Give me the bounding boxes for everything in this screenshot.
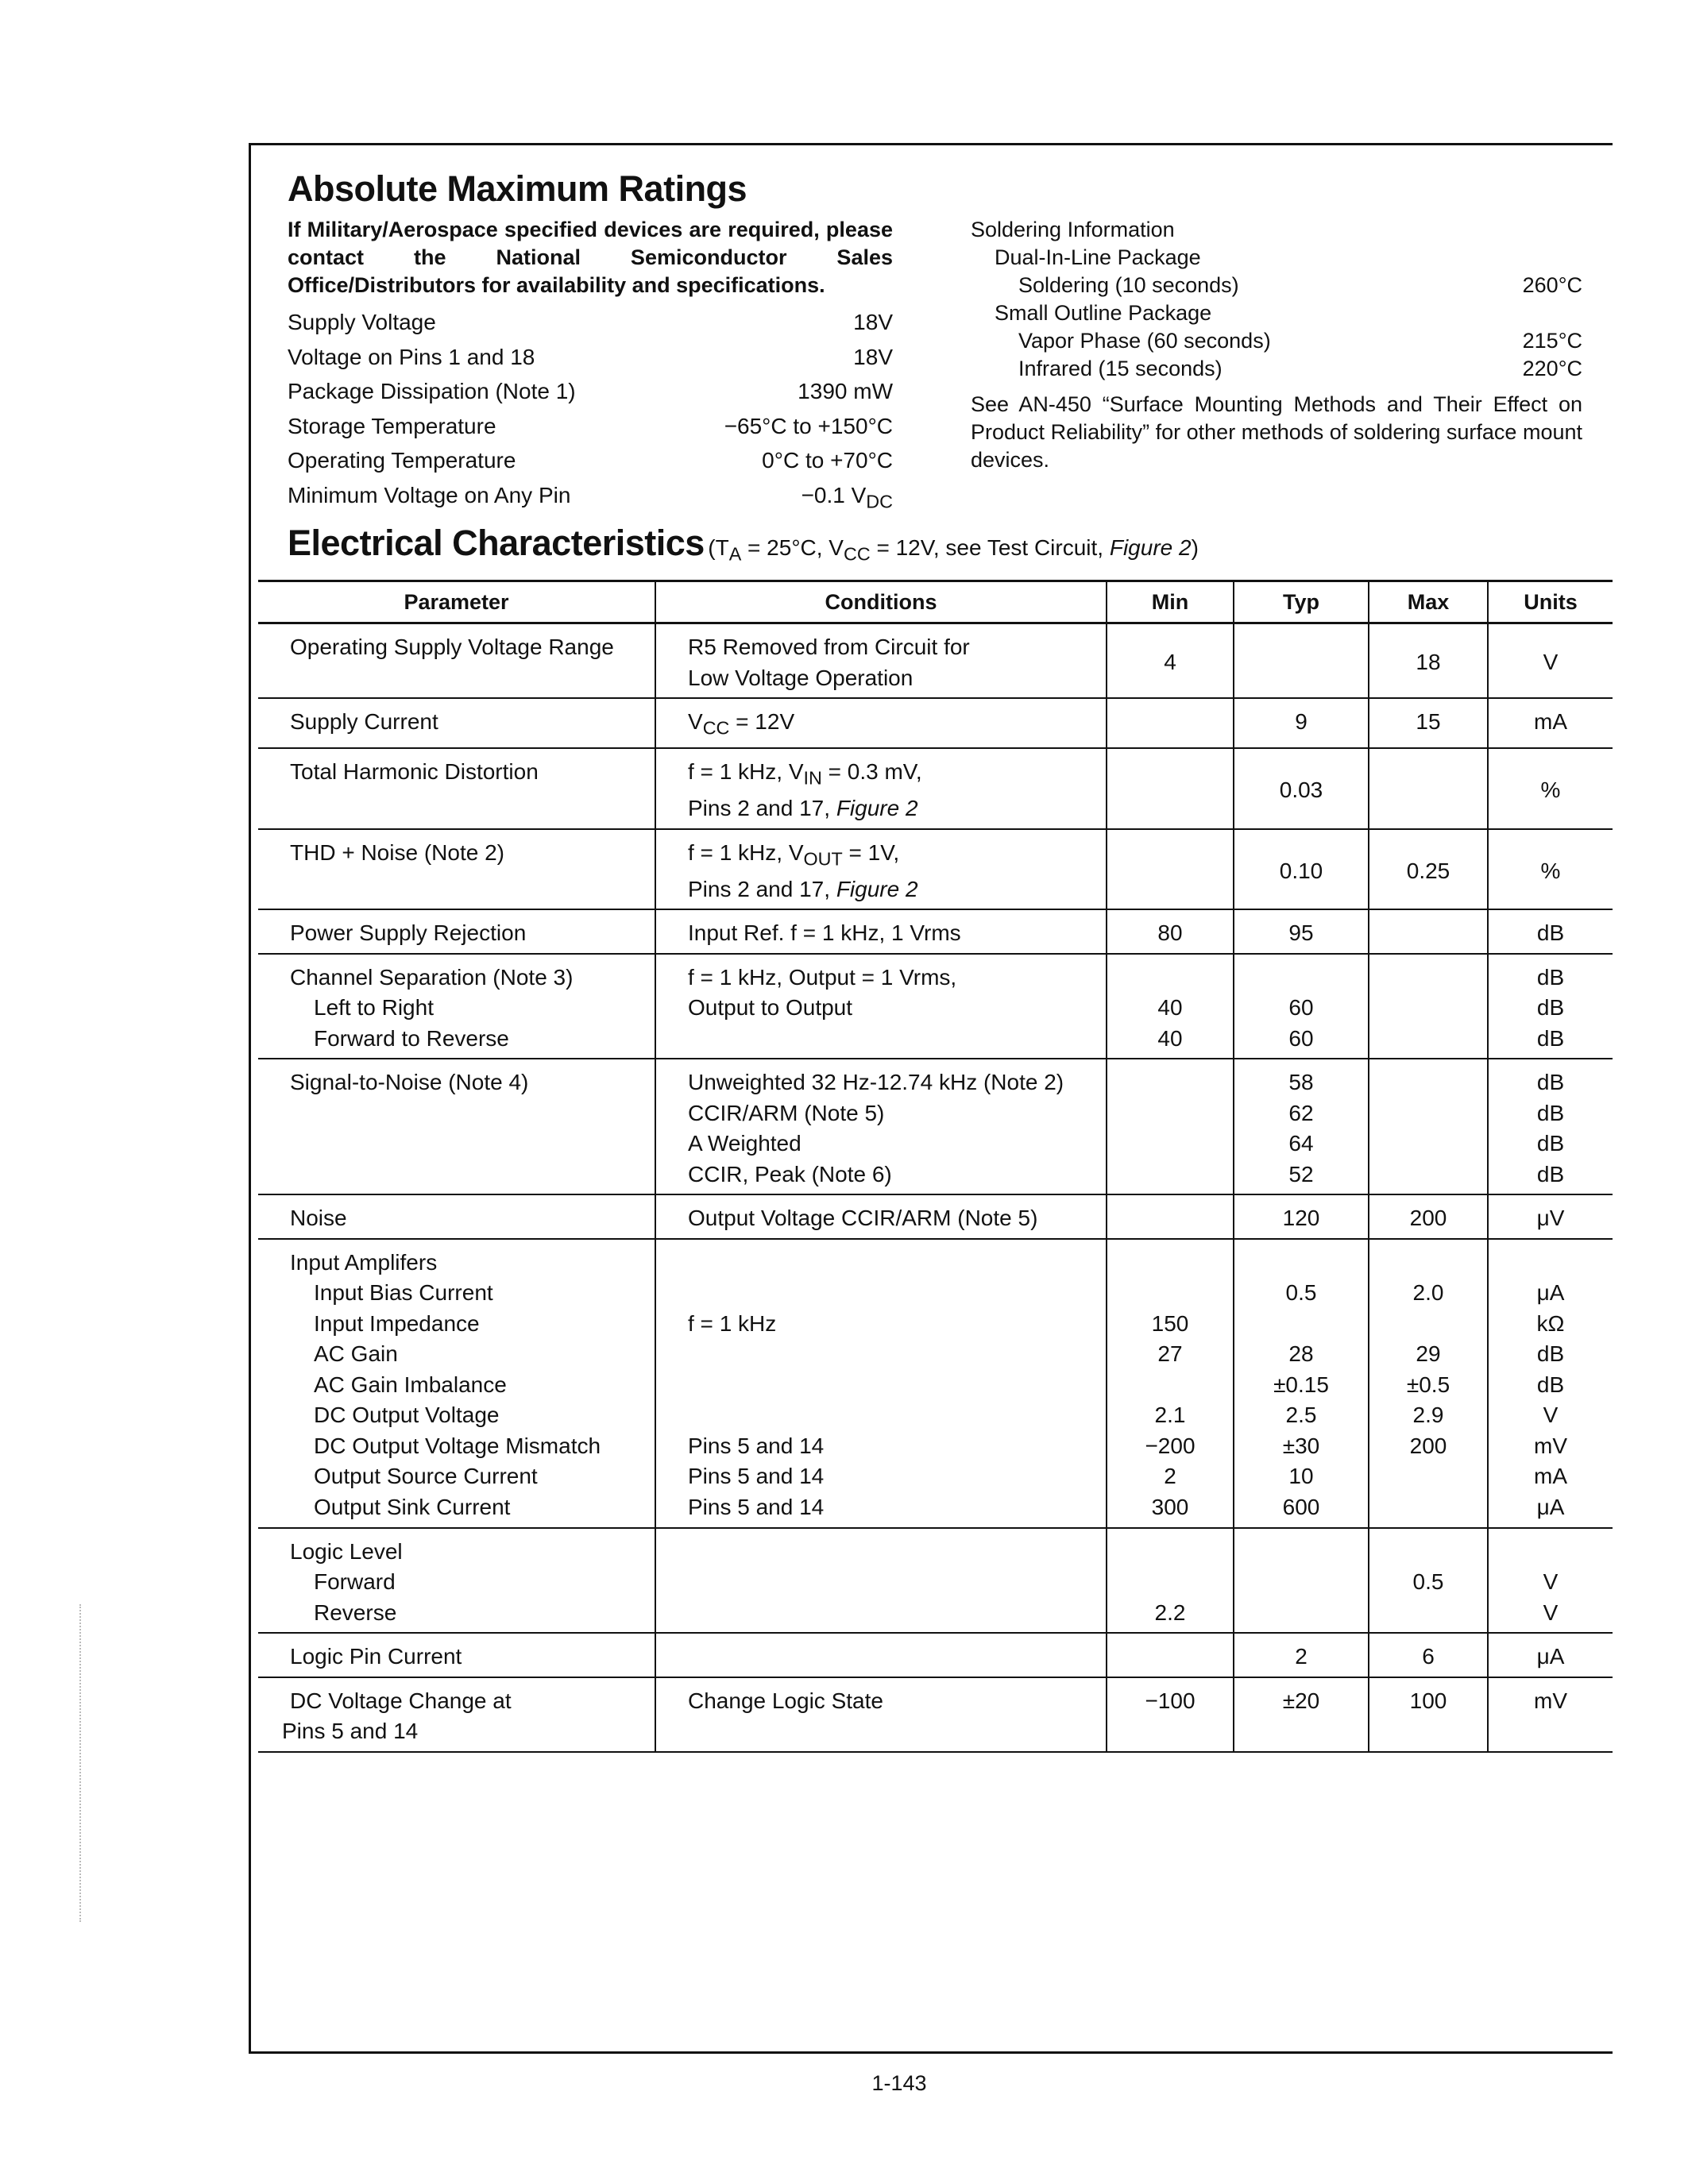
page-frame-top-rule <box>249 143 1613 145</box>
table-row <box>258 1677 1613 1752</box>
cond-cell: f = 1 kHz, $V_{OUT} = 1V$, Pins 2 and 17, Figure 2 <box>655 829 1107 910</box>
param-cell: Supply Current <box>258 698 655 748</box>
rating-value: −0.1 $V_{DC}$ <box>801 482 893 512</box>
param-cell: Total Harmonic Distortion <box>258 748 655 829</box>
min-cell: −100 <box>1107 1677 1234 1752</box>
so-package-label: Small Outline Package <box>995 301 1212 325</box>
table-row <box>258 623 1613 699</box>
max-cell: 0.25 <box>1369 829 1488 910</box>
table-row <box>258 829 1613 910</box>
table-row <box>258 1633 1613 1677</box>
min-cell <box>1107 698 1234 748</box>
min-cell: 150 27 2.1 −200 2 300 <box>1107 1239 1234 1528</box>
param-cell: Input Amplifers Input Bias Current Input Impedance AC Gain AC Gain Imbalance DC Output Voltage DC Output Voltage Mismatch Output Source Current Output Sink Current <box>258 1239 655 1528</box>
table-row <box>258 698 1613 748</box>
cond-cell: Output Voltage CCIR/ARM (Note 5) <box>655 1194 1107 1239</box>
soldering-heading: Soldering Information <box>971 218 1175 241</box>
rating-label: Package Dissipation (Note 1) <box>288 379 576 403</box>
rating-value: 18V <box>853 310 893 334</box>
col-header-typ: Typ <box>1234 581 1369 623</box>
max-cell: 2.0 29 ±0.5 2.9 200 <box>1369 1239 1488 1528</box>
max-cell <box>1369 748 1488 829</box>
max-cell: 200 <box>1369 1194 1488 1239</box>
table-row <box>258 1194 1613 1239</box>
col-header-min: Min <box>1107 581 1234 623</box>
solder-row: Infrared (15 seconds) 220°C <box>1018 357 1582 380</box>
col-header-parameter: Parameter <box>258 581 655 623</box>
max-cell: 6 <box>1369 1633 1488 1677</box>
typ-cell: 2 <box>1234 1633 1369 1677</box>
rating-row <box>288 478 893 519</box>
param-cell: Operating Supply Voltage Range <box>258 623 655 699</box>
min-cell <box>1107 748 1234 829</box>
cond-cell <box>655 1633 1107 1677</box>
cond-cell: R5 Removed from Circuit for Low Voltage Operation <box>655 623 1107 699</box>
rating-row <box>288 374 893 409</box>
cond-cell: Input Ref. f = 1 kHz, 1 Vrms <box>655 909 1107 954</box>
table-row <box>258 748 1613 829</box>
ec-test-conditions: ($T_A = 25^\circ C$, $V_{CC} = 12V$, see Test Circuit, Figure 2) <box>708 535 1199 565</box>
param-cell: THD + Noise (Note 2) <box>258 829 655 910</box>
cond-cell: f = 1 kHz, $V_{IN} = 0.3$ mV, Pins 2 and 17, Figure 2 <box>655 748 1107 829</box>
units-cell: V <box>1488 623 1613 699</box>
min-cell: 40 40 <box>1107 954 1234 1059</box>
min-cell <box>1107 829 1234 910</box>
min-cell: 80 <box>1107 909 1234 954</box>
min-cell <box>1107 1194 1234 1239</box>
cond-cell: f = 1 kHz, Output = 1 Vrms, Output to Output <box>655 954 1107 1059</box>
rating-row <box>288 305 893 340</box>
rating-label: Supply Voltage <box>288 310 436 334</box>
cond-cell <box>655 1528 1107 1634</box>
units-cell: % <box>1488 829 1613 910</box>
units-cell: V V <box>1488 1528 1613 1634</box>
solder-row: Soldering (10 seconds) 260°C <box>1018 273 1582 297</box>
param-cell: Power Supply Rejection <box>258 909 655 954</box>
units-cell: dB <box>1488 909 1613 954</box>
param-cell: Signal-to-Noise (Note 4) <box>258 1059 655 1194</box>
max-cell: 0.5 <box>1369 1528 1488 1634</box>
units-cell: μA <box>1488 1633 1613 1677</box>
max-cell: 18 <box>1369 623 1488 699</box>
col-header-max: Max <box>1369 581 1488 623</box>
typ-cell: ±20 <box>1234 1677 1369 1752</box>
typ-cell: 95 <box>1234 909 1369 954</box>
rating-row <box>288 409 893 444</box>
ec-title: Electrical Characteristics ($T_A = 25^\circ C$, $V_{CC} = 12V$, see Test Circuit, Figure 2) <box>288 523 1199 565</box>
max-cell <box>1369 1059 1488 1194</box>
units-cell: mA <box>1488 698 1613 748</box>
typ-cell: 0.10 <box>1234 829 1369 910</box>
max-cell <box>1369 954 1488 1059</box>
table-row <box>258 954 1613 1059</box>
typ-cell: 58 62 64 52 <box>1234 1059 1369 1194</box>
max-cell: 15 <box>1369 698 1488 748</box>
soldering-information <box>971 216 1582 474</box>
units-cell: μA kΩ dB dB V mV mA μA <box>1488 1239 1613 1528</box>
min-cell <box>1107 1633 1234 1677</box>
table-header-row <box>258 581 1613 623</box>
ratings-list <box>288 305 893 519</box>
rating-label: Storage Temperature <box>288 413 496 438</box>
electrical-characteristics-table <box>258 580 1613 1753</box>
col-header-conditions: Conditions <box>655 581 1107 623</box>
table-row <box>258 1528 1613 1634</box>
rating-value: 0°C to +70°C <box>762 448 893 473</box>
typ-cell <box>1234 623 1369 699</box>
min-cell: 2.2 <box>1107 1528 1234 1634</box>
max-cell <box>1369 909 1488 954</box>
page-frame-left-rule <box>249 143 251 2053</box>
typ-cell: 120 <box>1234 1194 1369 1239</box>
typ-cell <box>1234 1528 1369 1634</box>
table-row <box>258 1239 1613 1528</box>
min-cell: 4 <box>1107 623 1234 699</box>
col-header-units: Units <box>1488 581 1613 623</box>
table-row <box>258 1059 1613 1194</box>
typ-cell: 60 60 <box>1234 954 1369 1059</box>
dip-package-label: Dual-In-Line Package <box>995 245 1201 269</box>
typ-cell: 0.5 28 ±0.15 2.5 ±30 10 600 <box>1234 1239 1369 1528</box>
cond-cell: Change Logic State <box>655 1677 1107 1752</box>
page-number: 1-143 <box>871 2071 927 2095</box>
rating-label: Minimum Voltage on Any Pin <box>288 482 571 507</box>
cond-cell: f = 1 kHz Pins 5 and 14 Pins 5 and 14 Pins 5 and 14 <box>655 1239 1107 1528</box>
solder-row: Vapor Phase (60 seconds) 215°C <box>1018 329 1582 353</box>
units-cell: mV <box>1488 1677 1613 1752</box>
rating-row <box>288 340 893 375</box>
scan-specks <box>79 1604 83 1922</box>
units-cell: dB dB dB dB <box>1488 1059 1613 1194</box>
rating-value: −65°C to +150°C <box>724 413 893 438</box>
units-cell: dB dB dB <box>1488 954 1613 1059</box>
units-cell: % <box>1488 748 1613 829</box>
param-cell: Logic Pin Current <box>258 1633 655 1677</box>
rating-row <box>288 443 893 478</box>
param-cell: Noise <box>258 1194 655 1239</box>
min-cell <box>1107 1059 1234 1194</box>
page-frame-bottom-rule <box>249 2051 1613 2054</box>
rating-value: 1390 mW <box>798 379 893 403</box>
rating-value: 18V <box>853 344 893 369</box>
typ-cell: 9 <box>1234 698 1369 748</box>
cond-cell: $V_{CC} = 12V$ <box>655 698 1107 748</box>
max-cell: 100 <box>1369 1677 1488 1752</box>
units-cell: μV <box>1488 1194 1613 1239</box>
typ-cell: 0.03 <box>1234 748 1369 829</box>
cond-cell: Unweighted 32 Hz-12.74 kHz (Note 2) CCIR/ARM (Note 5) A Weighted CCIR, Peak (Note 6) <box>655 1059 1107 1194</box>
rating-label: Voltage on Pins 1 and 18 <box>288 344 535 369</box>
amr-title: Absolute Maximum Ratings <box>288 168 747 209</box>
rating-label: Operating Temperature <box>288 448 516 473</box>
param-cell: DC Voltage Change at Pins 5 and 14 <box>258 1677 655 1752</box>
military-notice: If Military/Aerospace specified devices are required, please contact the National Semiconductor Sales Office/Distributors for availability and specifications. <box>288 218 893 297</box>
param-cell: Channel Separation (Note 3) Left to Right Forward to Reverse <box>258 954 655 1059</box>
an450-note: See AN-450 “Surface Mounting Methods and Their Effect on Product Reliability” for other methods of soldering surface mount devices. <box>971 392 1582 472</box>
param-cell: Logic Level Forward Reverse <box>258 1528 655 1634</box>
table-row <box>258 909 1613 954</box>
